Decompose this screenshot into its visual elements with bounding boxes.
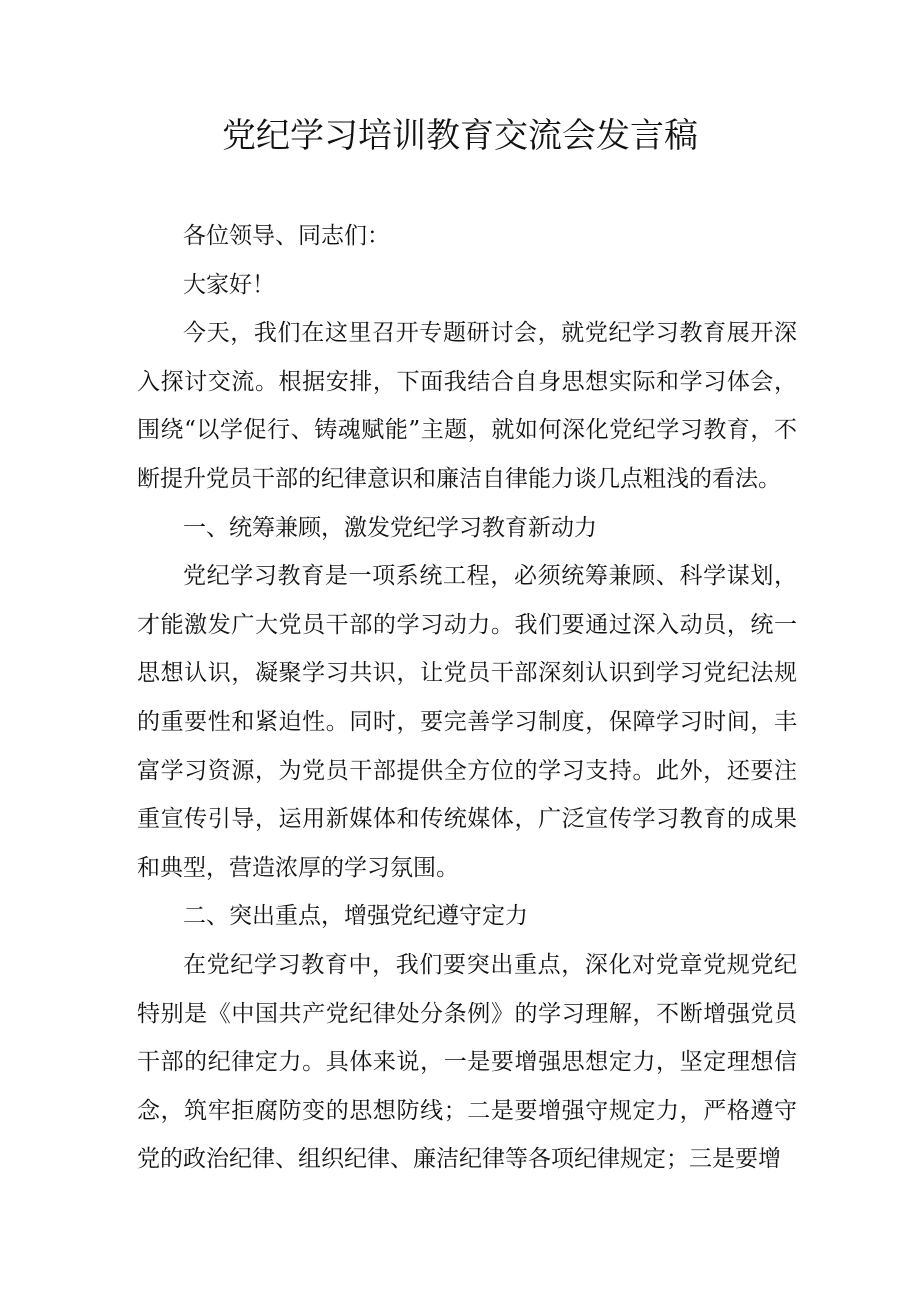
salutation: 各位领导、同志们： — [183, 223, 390, 249]
section-1-paragraph: 党纪学习教育是一项系统工程，必须统筹兼顾、科学谋划，才能激发广大党员干部的学习动力。我们要通过深入动员，统一思想认识，凝聚学习共识，让党员干部深刻认识到学习党纪法规的重要性和紧迫性。同时，要完善学习制度，保障学习时间，丰富学习资源，为党员干部提供全方位的学习支持。此外，还要注重宣传引导，运用新媒体和传统媒体，广泛宣传学习教育的成果和典型，营造浓厚的学习氛围。 — [137, 563, 797, 881]
section-2-heading: 二、突出重点，增强党纪遵守定力 — [183, 903, 528, 930]
document-body — [137, 212, 797, 1184]
greeting: 大家好！ — [183, 271, 275, 298]
section-1-heading: 一、统筹兼顾，激发党纪学习教育新动力 — [183, 514, 597, 541]
document-title: 党纪学习培训教育交流会发言稿 — [222, 116, 698, 156]
intro-paragraph: 今天，我们在这里召开专题研讨会，就党纪学习教育展开深入探讨交流。根据安排，下面我结合自身思想实际和学习体会，围绕“以学促行、铸魂赋能”主题，就如何深化党纪学习教育，不断提升党员干部的纪律意识和廉洁自律能力谈几点粗浅的看法。 — [137, 320, 797, 492]
section-2-paragraph: 在党纪学习教育中，我们要突出重点，深化对党章党规党纪特别是《中国共产党纪律处分条例》的学习理解，不断增强党员干部的纪律定力。具体来说，一是要增强思想定力，坚定理想信念，筑牢拒腐防变的思想防线；二是要增强守规定力，严格遵守党的政治纪律、组织纪律、廉洁纪律等各项纪律规定；三是要增 — [137, 951, 797, 1173]
